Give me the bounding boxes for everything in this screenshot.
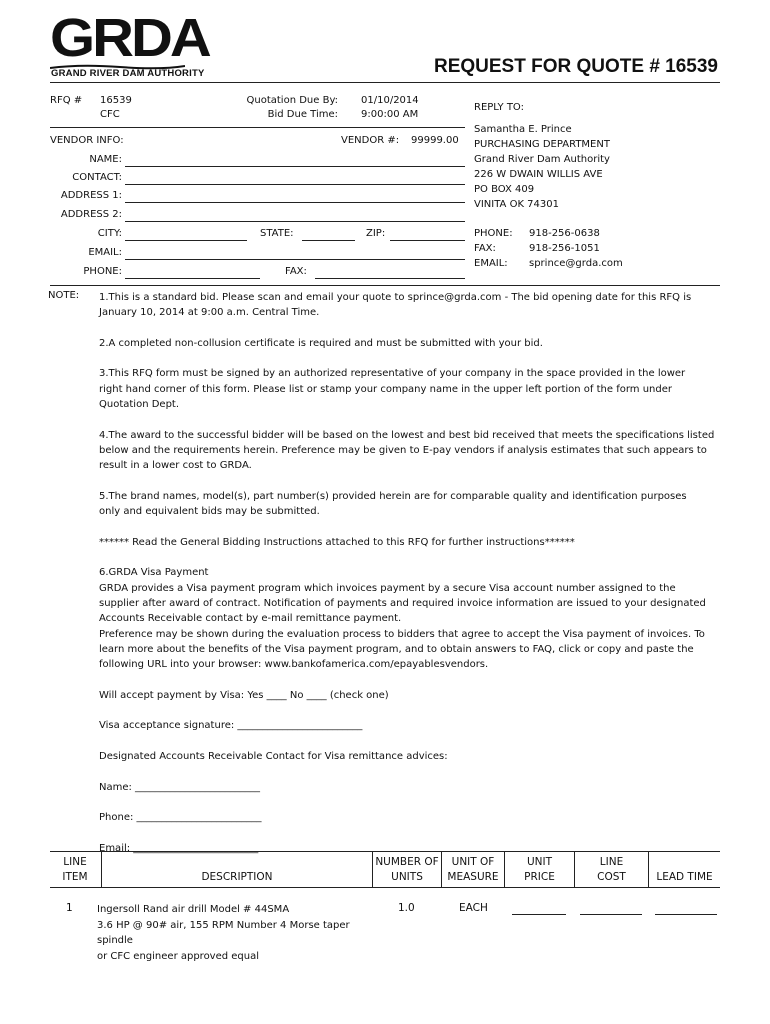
reply-email: sprince@grda.com (529, 258, 623, 269)
vendor-top-rule (50, 127, 465, 128)
table-top-rule (50, 851, 720, 852)
note-line: Accounts Receivable contact by e-mail remittance payment. (99, 613, 402, 625)
note-line: January 10, 2014 at 9:00 a.m. Central Time. (99, 307, 320, 319)
header-line-cost: LINE COST (597, 856, 626, 883)
quotation-due-value: 01/10/2014 (361, 95, 419, 106)
line-cost-field[interactable] (580, 914, 642, 915)
rfq-label: RFQ # (50, 95, 83, 106)
table-header-bottom-rule (50, 887, 720, 888)
vendor-state-field[interactable] (302, 240, 355, 241)
note-line: Will accept payment by Visa: Yes ____ No ____ (check one) (99, 689, 389, 701)
vendor-state-label: STATE: (260, 228, 294, 239)
vendor-address1-field[interactable] (125, 202, 465, 203)
note-line: 2.A completed non-collusion certificate is required and must be submitted with your bid. (99, 337, 543, 349)
unit-price-field[interactable] (512, 914, 566, 915)
row-description: Ingersoll Rand air drill Model # 44SMA 3.6 HP @ 90# air, 155 RPM Number 4 Morse taper spindle or CFC engineer approved equal (97, 904, 350, 962)
note-paragraph (99, 749, 719, 764)
note-paragraph (99, 810, 719, 825)
header-measure: UNIT OF MEASURE (447, 856, 499, 883)
note-line: supplier after award of contract. Notification of payments and required invoice information are issued to your designated (99, 597, 706, 609)
notes-block (99, 290, 719, 871)
grda-logo: GRDA (50, 8, 209, 69)
reply-fax-label: FAX: (474, 243, 496, 254)
row-units: 1.0 (398, 902, 415, 914)
bid-due-value: 9:00:00 AM (361, 109, 419, 120)
logo-subtitle: GRAND RIVER DAM AUTHORITY (51, 68, 205, 79)
vendor-city-label: CITY: (97, 228, 122, 239)
vendor-info-label: VENDOR INFO: (50, 135, 124, 146)
vendor-email-label: EMAIL: (88, 247, 122, 258)
reply-fax: 918-256-1051 (529, 243, 600, 254)
note-paragraph (99, 565, 719, 672)
reply-line: PURCHASING DEPARTMENT (474, 139, 610, 150)
vendor-zip-field[interactable] (390, 240, 465, 241)
note-line: ****** Read the General Bidding Instructions attached to this RFQ for further instructions****** (99, 536, 575, 548)
vendor-contact-field[interactable] (125, 184, 465, 185)
row-item: 1 (66, 902, 73, 914)
bid-due-label: Bid Due Time: (267, 109, 338, 120)
reply-line: VINITA OK 74301 (474, 199, 559, 210)
vendor-fax-field[interactable] (315, 278, 465, 279)
note-line: 6.GRDA Visa Payment (99, 567, 209, 579)
vendor-address2-label: ADDRESS 2: (60, 209, 122, 220)
vendor-phone-field[interactable] (125, 278, 260, 279)
reply-line: Grand River Dam Authority (474, 154, 610, 165)
header-unit-price: UNIT PRICE (524, 856, 555, 883)
header-lead-time: LEAD TIME (656, 871, 713, 883)
note-line: Email: _________________________ (99, 842, 259, 854)
reply-line: 226 W DWAIN WILLIS AVE (474, 169, 603, 180)
note-line: Name: _________________________ (99, 781, 261, 793)
page-title: REQUEST FOR QUOTE # 16539 (433, 56, 718, 77)
vendor-city-field[interactable] (125, 240, 247, 241)
note-line: only and equivalent bids may be submitted. (99, 506, 320, 518)
vendor-name-field[interactable] (125, 166, 465, 167)
note-paragraph (99, 688, 719, 703)
note-line: 3.This RFQ form must be signed by an authorized representative of your company in the space provided in the lower (99, 368, 686, 380)
note-line: 1.This is a standard bid. Please scan and email your quote to sprince@grda.com - The bid opening date for this RFQ is (99, 292, 692, 303)
note-paragraph (99, 366, 719, 412)
row-measure: EACH (459, 902, 488, 914)
header-units: NUMBER OF UNITS (375, 856, 439, 883)
note-label: NOTE: (48, 290, 80, 301)
note-paragraph (99, 428, 719, 474)
note-line: result in a lower cost to GRDA. (99, 460, 252, 472)
vendor-number-label: VENDOR #: (341, 135, 400, 146)
reply-phone-label: PHONE: (474, 228, 513, 239)
vendor-zip-label: ZIP: (366, 228, 386, 239)
note-paragraph (99, 780, 719, 795)
note-line: GRDA provides a Visa payment program which invoices payment by a secure Visa account number assigned to the (99, 582, 676, 594)
note-line: below and the requirements herein. Preference may be given to E-pay vendors if analysis estimates that such appears to (99, 444, 707, 456)
reply-email-label: EMAIL: (474, 258, 508, 269)
vendor-address2-field[interactable] (125, 221, 465, 222)
note-paragraph (99, 290, 719, 321)
reply-line: PO BOX 409 (474, 184, 535, 195)
notes-top-rule (50, 285, 720, 286)
note-line: Quotation Dept. (99, 399, 180, 411)
reply-line: Samantha E. Prince (474, 124, 572, 135)
note-paragraph (99, 336, 719, 351)
note-line: 4.The award to the successful bidder will be based on the lowest and best bid received that meets the specifications listed (99, 429, 715, 441)
note-line: Designated Accounts Receivable Contact for Visa remittance advices: (99, 750, 448, 762)
note-paragraph (99, 489, 719, 520)
vendor-name-label: NAME: (89, 154, 122, 165)
rfq-code: CFC (100, 109, 120, 120)
vendor-phone-label: PHONE: (83, 266, 122, 277)
note-line: right hand corner of this form. Please list or stamp your company name in the upper left portion of the form under (99, 383, 672, 395)
quotation-due-label: Quotation Due By: (246, 95, 338, 106)
vendor-address1-label: ADDRESS 1: (60, 190, 122, 201)
header-line-item: LINE ITEM (62, 856, 88, 883)
reply-phone: 918-256-0638 (529, 228, 600, 239)
note-paragraph (99, 535, 719, 550)
note-paragraph (99, 841, 719, 856)
rfq-number: 16539 (100, 95, 132, 106)
note-line: following URL into your browser: www.bankofamerica.com/epayablesvendors. (99, 659, 489, 671)
lead-time-field[interactable] (655, 914, 717, 915)
header-description: DESCRIPTION (201, 871, 273, 883)
vendor-fax-label: FAX: (285, 266, 307, 277)
note-line: learn more about the benefits of the Visa payment program, and to obtain answers to FAQ, click or copy and paste the (99, 643, 694, 655)
title-rule (50, 82, 720, 83)
vendor-contact-label: CONTACT: (72, 172, 122, 183)
vendor-number: 99999.00 (411, 135, 459, 146)
note-line: 5.The brand names, model(s), part number(s) provided herein are for comparable quality and identification purposes (99, 490, 687, 502)
note-line: Phone: _________________________ (99, 812, 262, 824)
vendor-email-field[interactable] (125, 259, 465, 260)
note-line: Preference may be shown during the evaluation process to bidders that agree to accept the Visa payment of invoices. To (99, 628, 705, 640)
note-paragraph (99, 718, 719, 733)
note-line: Visa acceptance signature: _________________________ (99, 720, 363, 732)
reply-to-label: REPLY TO: (474, 102, 524, 113)
